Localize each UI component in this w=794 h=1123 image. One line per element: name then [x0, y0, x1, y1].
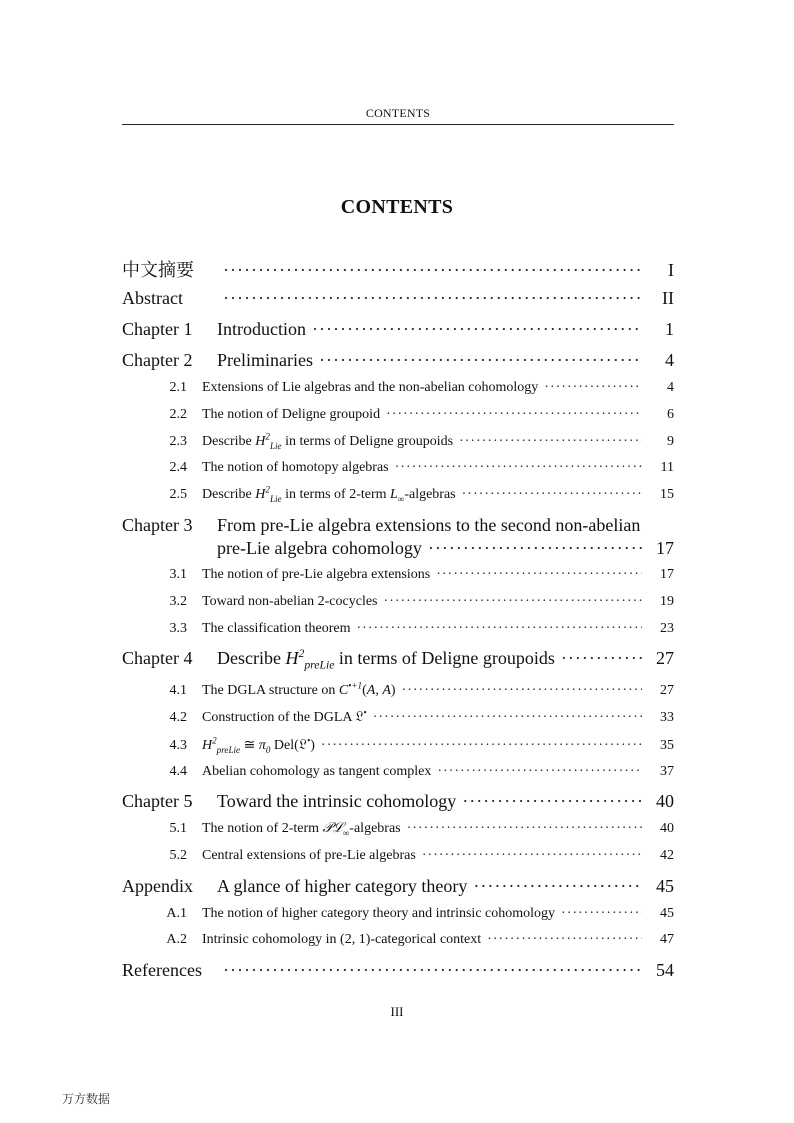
entry-title: The classification theorem	[202, 621, 351, 636]
toc-entry-chinese-abstract[interactable]	[122, 256, 674, 282]
dot-leader	[380, 407, 642, 423]
toc-entry-appendix[interactable]	[122, 876, 674, 897]
entry-page: 45	[656, 876, 674, 896]
entry-title: Toward the intrinsic cohomology	[217, 791, 457, 811]
entry-title	[202, 932, 481, 948]
entry-label: References	[122, 960, 202, 980]
math-h2-lie: $H^2_{Lie}$	[255, 431, 282, 451]
math-h2-lie: $H^2_{Lie}$	[255, 484, 282, 504]
entry-page: 47	[660, 932, 674, 947]
toc-entry-chapter-2[interactable]	[122, 350, 674, 371]
entry-page: 17	[656, 538, 674, 558]
entry-page: 4	[667, 380, 674, 395]
section-number: 3.2	[169, 594, 187, 609]
dot-leader	[313, 350, 642, 371]
math-arg: (𝔏•)	[294, 735, 315, 753]
section-number: 2.1	[169, 380, 187, 395]
toc-entry-section-5-2[interactable]	[122, 848, 674, 864]
math-h2-prelie: $H^2_{preLie}$	[202, 735, 241, 755]
section-number: 4.4	[169, 764, 187, 779]
entry-page: 35	[660, 738, 674, 753]
toc-entry-section-5-1[interactable]	[122, 821, 674, 837]
watermark: 万方数据	[62, 1092, 111, 1106]
entry-title	[202, 737, 315, 754]
section-number: 4.2	[169, 710, 187, 725]
math-iso: ≅	[243, 738, 256, 753]
toc-entry-chapter-5[interactable]	[122, 791, 674, 812]
toc-entry-section-a-2[interactable]	[122, 932, 674, 948]
entry-page: 33	[660, 710, 674, 725]
running-header: CONTENTS	[365, 106, 431, 120]
dot-leader	[389, 460, 642, 476]
title-text: -categorical context	[370, 932, 482, 947]
toc-entry-chapter-3[interactable]	[217, 538, 674, 559]
math-pl-infinity: 𝒫ℒ$_\infty$	[322, 821, 350, 838]
toc-entry-section-2-4[interactable]	[122, 460, 674, 476]
entry-title: Toward non-abelian 2-cocycles	[202, 594, 378, 609]
entry-label: Appendix	[122, 876, 193, 896]
dot-leader	[481, 932, 642, 948]
entry-title: The notion of homotopy algebras	[202, 460, 389, 475]
dot-leader	[351, 621, 643, 637]
toc-entry-section-4-3[interactable]	[122, 737, 674, 754]
section-number: 2.3	[169, 434, 187, 449]
dot-leader	[453, 434, 642, 450]
toc-entry-section-4-1[interactable]	[122, 680, 674, 699]
dot-leader	[456, 791, 642, 812]
dot-leader	[467, 876, 642, 897]
header-rule	[122, 124, 674, 125]
entry-title: A glance of higher category theory	[217, 876, 468, 896]
title-text: The DGLA structure on	[202, 683, 339, 698]
dot-leader	[422, 538, 642, 559]
entry-title	[202, 431, 454, 451]
math-dgla-symbol: 𝔏•	[355, 707, 367, 725]
section-number: 5.1	[169, 821, 187, 836]
entry-page: 42	[660, 848, 674, 863]
entry-title	[202, 484, 456, 504]
entry-label: Abstract	[122, 288, 183, 308]
section-number: 2.2	[169, 407, 187, 422]
entry-page: 45	[660, 906, 674, 921]
toc-entry-section-a-1[interactable]	[122, 906, 674, 922]
entry-page: 1	[665, 319, 674, 339]
math-pi0: $\pi_0$	[258, 738, 271, 755]
toc-entry-chapter-3-line1[interactable]	[122, 515, 674, 536]
dot-leader	[396, 683, 642, 699]
title-text: Del	[273, 738, 295, 753]
toc-entry-section-2-3[interactable]	[122, 431, 674, 451]
math-h2-prelie: $H^2_{preLie}$	[285, 647, 335, 672]
entry-title: The notion of Deligne groupoid	[202, 407, 381, 422]
entry-page: 40	[656, 791, 674, 811]
entry-page: 27	[660, 683, 674, 698]
dot-leader	[306, 319, 642, 340]
title-text: Construction of the DGLA	[202, 710, 356, 725]
dot-leader	[217, 260, 642, 281]
entry-label: Chapter 1	[122, 319, 193, 339]
title-text: in terms of Deligne groupoids	[281, 434, 454, 449]
entry-page: 15	[660, 487, 674, 502]
dot-leader	[217, 288, 642, 309]
section-number: 2.4	[169, 460, 187, 475]
entry-title	[202, 707, 367, 726]
title-text: Describe	[217, 648, 286, 668]
title-text: -algebras	[349, 821, 401, 836]
entry-title	[217, 647, 555, 672]
toc-entry-section-3-3[interactable]	[122, 621, 674, 637]
section-number: A.1	[166, 906, 187, 921]
entry-label: Chapter 3	[122, 515, 193, 535]
entry-page: 17	[660, 567, 674, 582]
section-number: 2.5	[169, 487, 187, 502]
dot-leader	[555, 648, 642, 669]
math-l-infinity: $L_\infty$	[390, 487, 405, 504]
entry-page: I	[668, 260, 674, 280]
toc-entry-section-2-2[interactable]	[122, 407, 674, 423]
toc-entry-section-2-5[interactable]	[122, 484, 674, 504]
math-args: (A, A)	[362, 683, 396, 698]
toc-entry-section-4-4[interactable]	[122, 764, 674, 780]
math-bicategory: (2, 1)	[340, 932, 371, 947]
entry-page: 11	[660, 460, 674, 475]
section-number: 4.1	[169, 683, 187, 698]
entry-title: pre-Lie algebra cohomology	[217, 538, 422, 558]
entry-title-line1: From pre-Lie algebra extensions to the second non-abelian	[217, 515, 641, 535]
title-text: in terms of 2-term	[281, 487, 391, 502]
dot-leader	[378, 594, 643, 610]
title-text: Describe	[202, 434, 256, 449]
entry-title: Preliminaries	[217, 350, 313, 370]
entry-page: 19	[660, 594, 674, 609]
entry-title: Introduction	[217, 319, 306, 339]
dot-leader	[401, 821, 642, 837]
entry-title: Extensions of Lie algebras and the non-abelian cohomology	[202, 380, 539, 395]
dot-leader	[416, 848, 642, 864]
entry-title	[202, 821, 401, 837]
toc-entry-abstract[interactable]	[122, 288, 674, 309]
entry-label: 中文摘要	[122, 260, 194, 280]
toc-entry-section-3-2[interactable]	[122, 594, 674, 610]
entry-page: 37	[660, 764, 674, 779]
entry-title: Central extensions of pre-Lie algebras	[202, 848, 416, 863]
math-cochain: $C^{•+1}$	[338, 680, 363, 698]
toc-entry-chapter-4[interactable]	[122, 647, 674, 672]
page-title: CONTENTS	[340, 196, 454, 218]
entry-label: Chapter 2	[122, 350, 193, 370]
page-number: III	[390, 1004, 404, 1019]
section-number: 4.3	[169, 738, 187, 753]
entry-title	[202, 680, 396, 699]
entry-title: Abelian cohomology as tangent complex	[202, 764, 432, 779]
dot-leader	[430, 567, 642, 583]
toc-entry-section-3-1[interactable]	[122, 567, 674, 583]
dot-leader	[555, 906, 642, 922]
dot-leader	[367, 710, 642, 726]
title-text: The notion of 2-term	[202, 821, 323, 836]
entry-page: 23	[660, 621, 674, 636]
title-text: Intrinsic cohomology in	[202, 932, 341, 947]
entry-page: II	[662, 288, 674, 308]
dot-leader	[456, 487, 642, 503]
entry-page: 54	[656, 960, 674, 980]
toc-entry-section-4-2[interactable]	[122, 707, 674, 726]
entry-page: 4	[665, 350, 674, 370]
title-text: Describe	[202, 487, 256, 502]
toc-entry-references[interactable]	[122, 960, 674, 981]
dot-leader	[431, 764, 642, 780]
dot-leader	[538, 380, 642, 396]
entry-page: 27	[656, 648, 674, 668]
entry-title: The notion of pre-Lie algebra extensions	[202, 567, 431, 582]
entry-page: 6	[667, 407, 674, 422]
toc-entry-section-2-1[interactable]	[122, 380, 674, 396]
section-number: 5.2	[169, 848, 187, 863]
entry-title: The notion of higher category theory and intrinsic cohomology	[202, 906, 556, 921]
entry-label: Chapter 4	[122, 648, 193, 668]
dot-leader	[217, 960, 642, 981]
title-text: -algebras	[404, 487, 456, 502]
entry-page: 40	[660, 821, 674, 836]
toc-entry-chapter-1[interactable]	[122, 319, 674, 340]
entry-label: Chapter 5	[122, 791, 193, 811]
entry-page: 9	[667, 434, 674, 449]
section-number: 3.3	[169, 621, 187, 636]
section-number: A.2	[166, 932, 187, 947]
dot-leader	[315, 738, 642, 754]
section-number: 3.1	[169, 567, 187, 582]
title-text: in terms of Deligne groupoids	[334, 648, 555, 668]
